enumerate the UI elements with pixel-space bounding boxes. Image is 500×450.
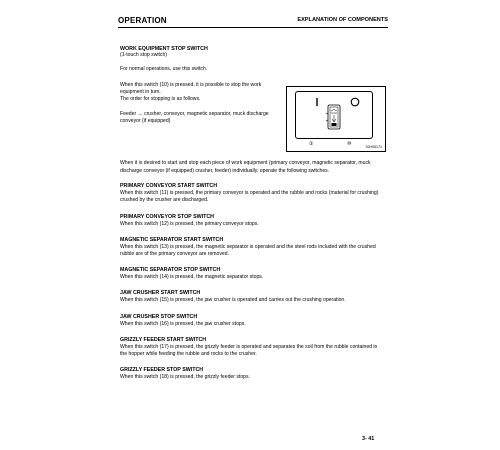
work-equipment-subheading: (1-touch stop switch) xyxy=(120,52,167,58)
section-title: OPERATION xyxy=(118,16,167,25)
work-equipment-p4-line2: discharge conveyor (if equipped) crusher, feeder) individually, operate the following switches. xyxy=(120,168,330,174)
section-text: When this switch (15) is pressed, the jaw crusher is operated and carries out the crushing operation. xyxy=(120,297,346,303)
work-equipment-heading: WORK EQUIPMENT STOP SWITCH xyxy=(120,46,208,52)
header-rule xyxy=(118,27,388,28)
work-equipment-p2-line3: The order for stopping is as follows. xyxy=(120,96,201,102)
work-equipment-p3-line1: Feeder → crusher, conveyor, magnetic separator, muck discharge xyxy=(120,111,269,117)
switch-panel xyxy=(295,91,373,139)
work-equipment-p1: For normal operations, use this switch. xyxy=(120,66,208,72)
section-text: When this switch (11) is pressed, the primary conveyor is operated and the rubble and rocks (material for crushing) xyxy=(120,190,379,196)
section-text: When this switch (14) is pressed, the magnetic separator stops. xyxy=(120,274,264,280)
switch-panel-drawing xyxy=(295,91,373,139)
section-heading: GRIZZLY FEEDER START SWITCH xyxy=(120,337,207,343)
chapter-title: EXPLANATION OF COMPONENTS xyxy=(297,17,388,23)
switch-panel-figure xyxy=(286,86,386,152)
section-heading: JAW CRUSHER START SWITCH xyxy=(120,290,201,296)
section-heading: MAGNETIC SEPARATOR START SWITCH xyxy=(120,237,224,243)
section-heading: PRIMARY CONVEYOR START SWITCH xyxy=(120,183,218,189)
section-heading: GRIZZLY FEEDER STOP SWITCH xyxy=(120,367,204,373)
section-heading: PRIMARY CONVEYOR STOP SWITCH xyxy=(120,214,214,220)
work-equipment-p4-line1: When it is desired to start and stop each piece of work equipment (primary conveyor, magnetic separator, muck xyxy=(120,160,371,166)
section-text: When this switch (17) is pressed, the grizzly feeder is operated and separates the soil from the rubble contained in xyxy=(120,344,378,350)
work-equipment-p2-line1: When this switch (10) is pressed, it is possible to stop the work xyxy=(120,82,262,88)
section-text: When this switch (12) is pressed, the primary conveyor stops. xyxy=(120,221,259,227)
section-text: When this switch (18) is pressed, the grizzly feeder stops. xyxy=(120,374,250,380)
section-heading: JAW CRUSHER STOP SWITCH xyxy=(120,314,198,320)
section-text: rubble are of the primary conveyor are removed. xyxy=(120,251,230,257)
section-heading: MAGNETIC SEPARATOR STOP SWITCH xyxy=(120,267,221,273)
work-equipment-p3-line2: conveyor (if equipped) xyxy=(120,118,171,124)
figure-code: 9JH05171 xyxy=(365,145,382,149)
callout-11: ⑩ xyxy=(347,141,352,147)
page-number: 3- 41 xyxy=(362,436,375,442)
work-equipment-p2-line2: equipment in turn. xyxy=(120,89,161,95)
section-text: When this switch (13) is pressed, the magnetic separator is operated and the steel rods included with the crushed xyxy=(120,244,376,250)
section-text: crushed by the crusher are discharged. xyxy=(120,197,209,203)
section-text: the hopper while feeding the rubble and rocks to the crusher. xyxy=(120,351,257,357)
callout-10: ① xyxy=(309,141,314,147)
section-text: When this switch (16) is pressed, the jaw crusher stops. xyxy=(120,321,246,327)
